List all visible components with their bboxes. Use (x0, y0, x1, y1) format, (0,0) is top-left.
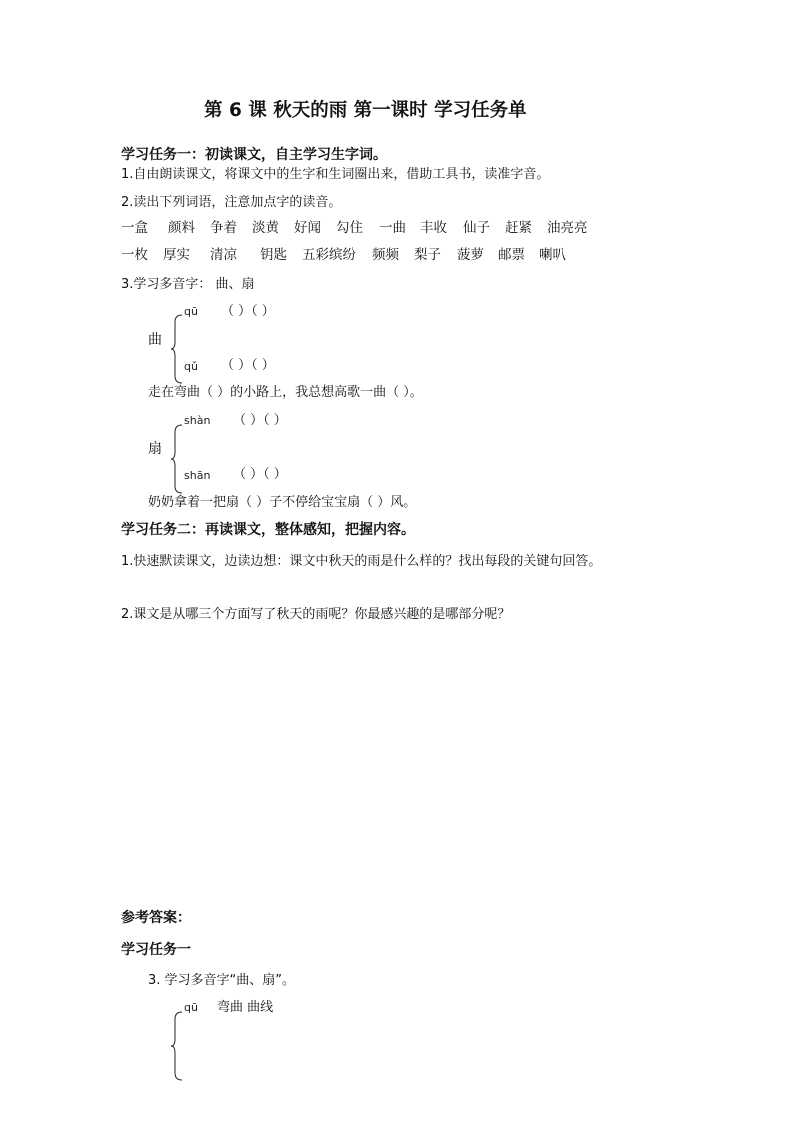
task1-heading: 学习任务一：初读课文，自主学习生字词。 (121, 147, 387, 163)
qu-blanks-1: （ ）（ ） (221, 304, 275, 319)
qu-pinyin-1: qū (184, 305, 198, 318)
task1-q1: 1.自由朗读课文，将课文中的生字和生词圈出来，借助工具书，读准字音。 (121, 167, 550, 182)
word: 一盒 (121, 220, 148, 236)
word: 五彩缤纷 (302, 247, 356, 263)
word: 一曲 (379, 220, 406, 236)
shan-pinyin-1: shàn (184, 414, 211, 427)
qu-blanks-2: （ ）（ ） (221, 358, 275, 373)
shan-pinyin-2: shān (184, 469, 211, 482)
word: 厚实 (163, 247, 190, 263)
word: 喇叭 (539, 247, 566, 263)
word: 赶紧 (505, 220, 532, 236)
task2-heading: 学习任务二：再读课文，整体感知，把握内容。 (121, 522, 415, 538)
word: 邮票 (498, 247, 525, 263)
qu-sentence: 走在弯曲（ ）的小路上，我总想高歌一曲（ ）。 (148, 385, 423, 400)
answers-item3: 3. 学习多音字“曲、扇”。 (148, 973, 296, 988)
qu-pinyin-2: qǔ (184, 360, 198, 373)
word: 好闻 (294, 220, 321, 236)
brace-icon (170, 1011, 184, 1081)
answers-heading: 参考答案： (121, 910, 191, 926)
word: 丰收 (420, 220, 447, 236)
answers-task1-heading: 学习任务一 (121, 942, 191, 958)
task2-q2: 2.课文是从哪三个方面写了秋天的雨呢？你最感兴趣的是哪部分呢？ (121, 607, 511, 622)
task1-q3: 3.学习多音字： 曲、扇 (121, 277, 255, 292)
word: 颜料 (168, 220, 195, 236)
word-row-2 (121, 249, 681, 267)
task2-q1: 1.快速默读课文，边读边想：课文中秋天的雨是什么样的？找出每段的关键句回答。 (121, 554, 602, 569)
brace-icon (170, 314, 184, 384)
word: 争着 (210, 220, 237, 236)
word: 清凉 (210, 247, 237, 263)
word: 仙子 (463, 220, 490, 236)
word: 一枚 (121, 247, 148, 263)
word: 勾住 (336, 220, 363, 236)
shan-blanks-1: （ ）（ ） (233, 413, 287, 428)
word-row-1 (121, 222, 681, 240)
shan-blanks-2: （ ）（ ） (233, 467, 287, 482)
brace-icon (170, 424, 184, 494)
word: 梨子 (414, 247, 441, 263)
word: 淡黄 (252, 220, 279, 236)
shan-sentence: 奶奶拿着一把扇（ ）子不停给宝宝扇（ ）风。 (148, 495, 417, 510)
qu-char: 曲 (148, 332, 162, 348)
word: 菠萝 (457, 247, 484, 263)
page-title: 第 6 课 秋天的雨 第一课时 学习任务单 (204, 100, 527, 121)
word: 频频 (372, 247, 399, 263)
word: 钥匙 (260, 247, 287, 263)
shan-char: 扇 (148, 441, 162, 457)
task1-q2: 2.读出下列词语，注意加点字的读音。 (121, 195, 342, 210)
answers-words: 弯曲 曲线 (217, 1000, 274, 1015)
word: 油亮亮 (547, 220, 588, 236)
answers-pinyin: qū (184, 1001, 198, 1014)
